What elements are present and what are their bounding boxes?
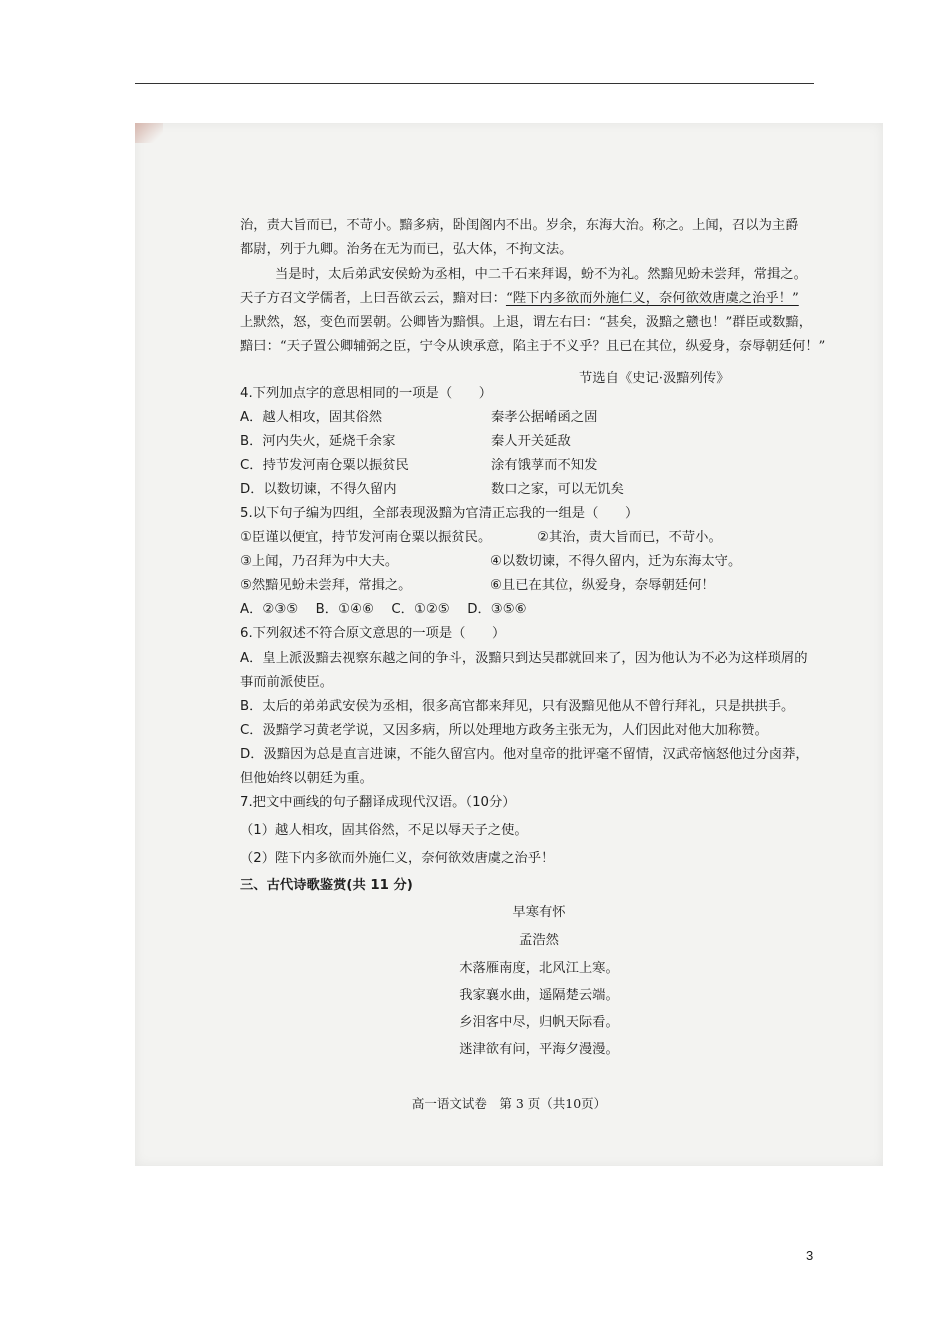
question-7-stem: 7.把文中画线的句子翻译成现代汉语。（10分） <box>240 795 516 810</box>
q7-item: （1）越人相攻，固其俗然，不足以辱天子之使。 <box>240 823 528 838</box>
passage-line: 治，责大旨而已，不苛小。黯多病，卧闺阁内不出。岁余，东海大治。称之。上闻，召以为主爵 <box>240 218 799 233</box>
passage-text: 天子方召文学儒者，上曰吾欲云云，黯对曰： <box>240 291 506 306</box>
header-rule <box>135 83 814 84</box>
q5-item: ①臣谨以便宜，持节发河南仓粟以振贫民。 <box>240 530 492 545</box>
passage-line <box>240 290 799 308</box>
passage-line: 都尉，列于九卿。治务在无为而已，弘大体，不拘文法。 <box>240 242 573 257</box>
q5-item: ④以数切谏，不得久留内，迁为东海太守。 <box>490 554 742 569</box>
q5-item: ⑥且已在其位，纵爱身，奈辱朝廷何！ <box>490 578 715 593</box>
passage-line: 黯曰：“天子置公卿辅弼之臣，宁令从谀承意，陷主于不义乎？且已在其位，纵爱身，奈辱朝廷何！” <box>240 339 826 354</box>
q4-option-d: D．以数切谏，不得久留内 <box>240 482 397 497</box>
exam-page-footer: 高一语文试卷 第 3 页（共10页） <box>411 1096 607 1111</box>
q7-item: （2）陛下内多欲而外施仁义，奈何欲效唐虞之治乎！ <box>240 851 555 866</box>
poem-line: 迷津欲有问，平海夕漫漫。 <box>459 1042 619 1057</box>
q6-line: B．太后的弟弟武安侯为丞相，很多高官都来拜见，只有汲黯见他从不曾行拜礼，只是拱拱手。 <box>240 699 795 714</box>
q5-item: ②其治，责大旨而已，不苛小。 <box>537 530 722 545</box>
underlined-sentence: “陛下内多欲而外施仁义，奈何欲效唐虞之治乎！” <box>505 291 799 306</box>
scanned-exam-page <box>135 123 883 1166</box>
poem-author: 孟浩然 <box>519 933 559 948</box>
q4-option-c: C．持节发河南仓粟以振贫民 <box>240 458 409 473</box>
poem-line: 木落雁南度，北风江上寒。 <box>459 961 619 976</box>
q4-option-b-compare: 秦人开关延敌 <box>491 434 571 449</box>
scan-edge-mark <box>135 123 163 143</box>
section-3-heading: 三、古代诗歌鉴赏(共 11 分) <box>240 878 413 893</box>
q6-line: D．汲黯因为总是直言进谏，不能久留宫内。他对皇帝的批评毫不留情，汉武帝恼怒他过分卤莽， <box>240 747 809 762</box>
question-5-stem: 5.以下句子编为四组，全部表现汲黯为官清正忘我的一组是（ ） <box>240 506 639 521</box>
q4-option-d-compare: 数口之家，可以无饥矣 <box>491 482 624 497</box>
passage-line: 上默然，怒，变色而罢朝。公卿皆为黯惧。上退，谓左右曰：“甚矣，汲黯之戆也！”群臣或数黯， <box>240 315 813 330</box>
poem-line: 乡泪客中尽，归帆天际看。 <box>459 1015 619 1030</box>
q6-line: A．皇上派汲黯去视察东越之间的争斗，汲黯只到达吴郡就回来了，因为他认为不必为这样琐屑的 <box>240 651 808 666</box>
poem-title: 早寒有怀 <box>512 905 566 920</box>
q6-line: 事而前派使臣。 <box>240 675 334 690</box>
q4-option-a-compare: 秦孝公据崤函之固 <box>491 410 598 425</box>
page-number: 3 <box>806 1248 814 1263</box>
q6-line: 但他始终以朝廷为重。 <box>240 771 373 786</box>
q4-option-a: A．越人相攻，固其俗然 <box>240 410 383 425</box>
q4-option-b: B．河内失火，延烧千余家 <box>240 434 396 449</box>
q5-item: ⑤然黯见蚡未尝拜，常揖之。 <box>240 578 412 593</box>
passage-line: 当是时，太后弟武安侯蚡为丞相，中二千石来拜谒，蚡不为礼。然黯见蚡未尝拜，常揖之。 <box>275 267 807 282</box>
q4-option-c-compare: 涂有饿莩而不知发 <box>491 458 598 473</box>
passage-source: 节选自《史记·汲黯列传》 <box>579 371 730 386</box>
poem-line: 我家襄水曲，遥隔楚云端。 <box>459 988 619 1003</box>
q5-item: ③上闻，乃召拜为中大夫。 <box>240 554 399 569</box>
question-6-stem: 6.下列叙述不符合原文意思的一项是（ ） <box>240 626 506 641</box>
question-4-stem: 4.下列加点字的意思相同的一项是（ ） <box>240 386 493 401</box>
q5-options: A．②③⑤ B．①④⑥ C．①②⑤ D．③⑤⑥ <box>240 602 527 617</box>
q6-line: C．汲黯学习黄老学说，又因多病，所以处理地方政务主张无为，人们因此对他大加称赞。 <box>240 723 768 738</box>
